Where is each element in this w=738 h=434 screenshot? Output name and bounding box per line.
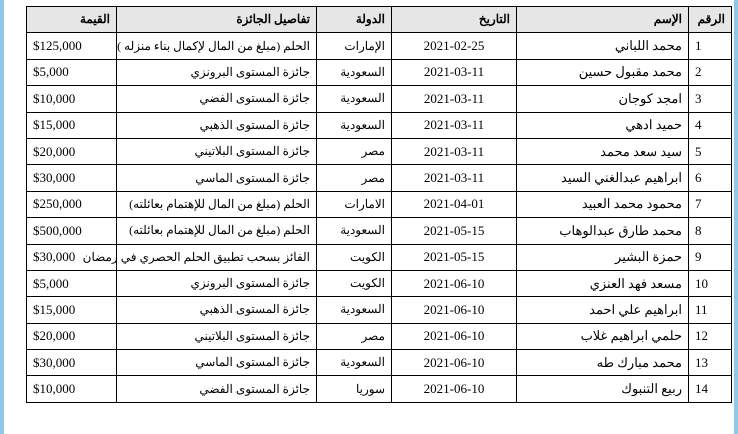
header-country: الدولة xyxy=(317,7,392,33)
cell-details: جائزة المستوى الذهبي xyxy=(117,297,317,323)
cell-date: 2021-06-10 xyxy=(392,270,517,296)
cell-date: 2021-04-01 xyxy=(392,191,517,217)
cell-country: سوريا xyxy=(317,376,392,402)
cell-name: سيد سعد محمد xyxy=(517,138,689,164)
cell-value: $500,000 xyxy=(27,218,117,244)
cell-details: جائزة المستوى الذهبي xyxy=(117,112,317,138)
cell-country: الامارات xyxy=(317,191,392,217)
table-row xyxy=(27,112,732,138)
cell-details: الحلم (مبلغ من المال لإكمال بناء منزله ) xyxy=(117,33,317,59)
cell-num: 4 xyxy=(689,112,732,138)
cell-name: محمد مبارك طه xyxy=(517,350,689,376)
table-row xyxy=(27,59,732,85)
cell-value: $250,000 xyxy=(27,191,117,217)
table-row xyxy=(27,244,732,270)
cell-date: 2021-06-10 xyxy=(392,376,517,402)
cell-value: $30,000 xyxy=(27,165,117,191)
cell-value: $10,000 xyxy=(27,86,117,112)
cell-value: $125,000 xyxy=(27,33,117,59)
cell-date: 2021-05-15 xyxy=(392,218,517,244)
cell-name: امجد كوجان xyxy=(517,86,689,112)
cell-name: محمد مقبول حسين xyxy=(517,59,689,85)
table-row xyxy=(27,270,732,296)
cell-date: 2021-03-11 xyxy=(392,165,517,191)
table-row xyxy=(27,323,732,349)
cell-date: 2021-06-10 xyxy=(392,323,517,349)
cell-num: 13 xyxy=(689,350,732,376)
cell-num: 11 xyxy=(689,297,732,323)
cell-details: جائزة المستوى البرونزي xyxy=(117,59,317,85)
cell-country: مصر xyxy=(317,323,392,349)
cell-name: محمد طارق عبدالوهاب xyxy=(517,218,689,244)
cell-name: حميد ادهي xyxy=(517,112,689,138)
cell-num: 10 xyxy=(689,270,732,296)
table-row xyxy=(27,165,732,191)
cell-country: السعودية xyxy=(317,297,392,323)
cell-details: الفائز بسحب تطبيق الحلم الحصري في رمضان xyxy=(117,244,317,270)
cell-date: 2021-03-11 xyxy=(392,86,517,112)
cell-name: مسعد فهد العنزي xyxy=(517,270,689,296)
header-details: تفاصيل الجائزة xyxy=(117,7,317,33)
cell-details: جائزة المستوى البلاتيني xyxy=(117,138,317,164)
table-row xyxy=(27,350,732,376)
cell-date: 2021-06-10 xyxy=(392,350,517,376)
cell-num: 9 xyxy=(689,244,732,270)
cell-num: 5 xyxy=(689,138,732,164)
cell-name: ابراهيم علي احمد xyxy=(517,297,689,323)
cell-num: 14 xyxy=(689,376,732,402)
table-row xyxy=(27,138,732,164)
cell-name: حمزة البشير xyxy=(517,244,689,270)
cell-value: $15,000 xyxy=(27,297,117,323)
header-num: الرقم xyxy=(689,7,732,33)
cell-num: 6 xyxy=(689,165,732,191)
cell-value: $10,000 xyxy=(27,376,117,402)
cell-date: 2021-03-11 xyxy=(392,59,517,85)
right-edge-bar xyxy=(734,0,738,434)
cell-details: جائزة المستوى البرونزي xyxy=(117,270,317,296)
cell-num: 1 xyxy=(689,33,732,59)
cell-value: $5,000 xyxy=(27,270,117,296)
cell-value: $20,000 xyxy=(27,323,117,349)
cell-country: الكويت xyxy=(317,270,392,296)
cell-details: جائزة المستوى الفضي xyxy=(117,86,317,112)
cell-country: الإمارات xyxy=(317,33,392,59)
cell-details: جائزة المستوى البلاتيني xyxy=(117,323,317,349)
table-row xyxy=(27,376,732,402)
table-header-row xyxy=(27,7,732,33)
cell-num: 7 xyxy=(689,191,732,217)
cell-date: 2021-02-25 xyxy=(392,33,517,59)
cell-num: 2 xyxy=(689,59,732,85)
cell-num: 12 xyxy=(689,323,732,349)
cell-country: السعودية xyxy=(317,59,392,85)
cell-value: $30,000 xyxy=(27,350,117,376)
cell-country: مصر xyxy=(317,165,392,191)
cell-num: 3 xyxy=(689,86,732,112)
winners-table xyxy=(26,6,732,403)
table-row xyxy=(27,218,732,244)
cell-name: محمود محمد العبيد xyxy=(517,191,689,217)
cell-country: مصر xyxy=(317,138,392,164)
table-row xyxy=(27,86,732,112)
cell-date: 2021-03-11 xyxy=(392,138,517,164)
cell-details: الحلم (مبلغ من المال للإهتمام بعائلته) xyxy=(117,191,317,217)
table-body xyxy=(27,33,732,402)
cell-name: حلمي ابراهيم غلاب xyxy=(517,323,689,349)
cell-details: جائزة المستوى الفضي xyxy=(117,376,317,402)
header-value: القيمة xyxy=(27,7,117,33)
cell-country: السعودية xyxy=(317,86,392,112)
cell-date: 2021-05-15 xyxy=(392,244,517,270)
table-row xyxy=(27,297,732,323)
cell-details: الحلم (مبلغ من المال للإهتمام بعائلته) xyxy=(117,218,317,244)
cell-country: السعودية xyxy=(317,350,392,376)
cell-name: ربيع التنبوك xyxy=(517,376,689,402)
left-edge-bar xyxy=(0,0,4,434)
cell-date: 2021-03-11 xyxy=(392,112,517,138)
cell-value: $30,000 xyxy=(27,244,117,270)
header-name: الإسم xyxy=(517,7,689,33)
cell-details: جائزة المستوى الماسي xyxy=(117,350,317,376)
header-date: التاريخ xyxy=(392,7,517,33)
table-row xyxy=(27,191,732,217)
cell-value: $20,000 xyxy=(27,138,117,164)
cell-value: $5,000 xyxy=(27,59,117,85)
table-row xyxy=(27,33,732,59)
cell-country: السعودية xyxy=(317,112,392,138)
cell-country: الكويت xyxy=(317,244,392,270)
cell-name: محمد اللباني xyxy=(517,33,689,59)
cell-name: ابراهيم عبدالغني السيد xyxy=(517,165,689,191)
cell-num: 8 xyxy=(689,218,732,244)
cell-date: 2021-06-10 xyxy=(392,297,517,323)
cell-country: السعودية xyxy=(317,218,392,244)
cell-value: $15,000 xyxy=(27,112,117,138)
cell-details: جائزة المستوى الماسي xyxy=(117,165,317,191)
